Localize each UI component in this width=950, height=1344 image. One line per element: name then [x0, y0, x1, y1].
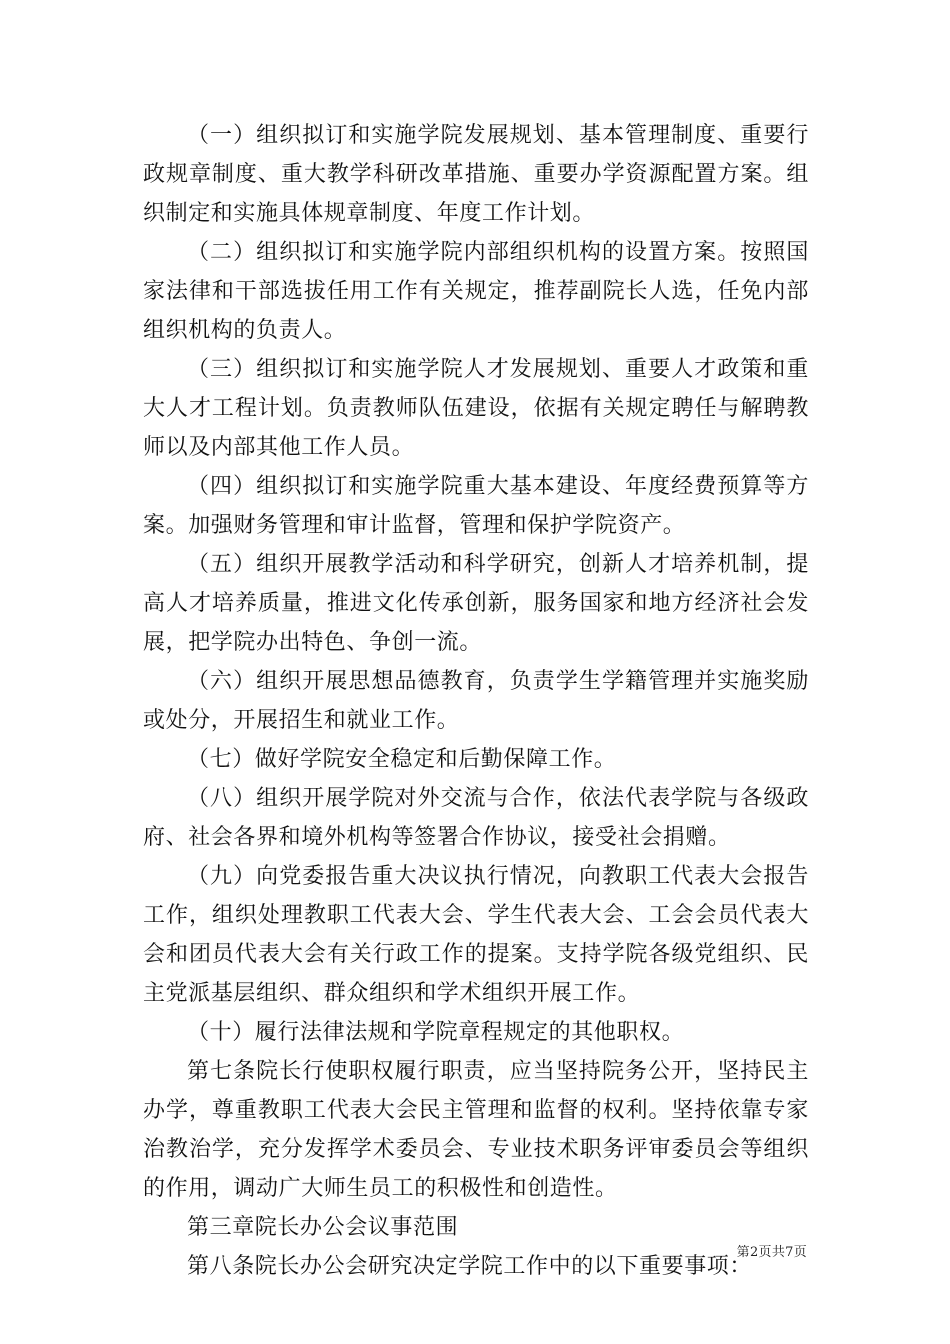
document-body [143, 116, 809, 1286]
paragraph-duty-8: （八）组织开展学院对外交流与合作，依法代表学院与各级政府、社会各界和境外机构等签署合作协议，接受社会捐赠。 [143, 786, 809, 850]
paragraph-duty-5: （五）组织开展教学活动和科学研究，创新人才培养机制，提高人才培养质量，推进文化传承创新，服务国家和地方经济社会发展，把学院办出特色、争创一流。 [143, 552, 809, 655]
paragraph-duty-7: （七）做好学院安全稳定和后勤保障工作。 [187, 747, 617, 772]
paragraph-duty-3: （三）组织拟订和实施学院人才发展规划、重要人才政策和重大人才工程计划。负责教师队伍建设，依据有关规定聘任与解聘教师以及内部其他工作人员。 [143, 357, 809, 460]
paragraph-article-8: 第八条院长办公会研究决定学院工作中的以下重要事项： [187, 1254, 753, 1279]
paragraph-duty-6: （六）组织开展思想品德教育，负责学生学籍管理并实施奖励或处分，开展招生和就业工作。 [143, 669, 809, 733]
paragraph-article-7: 第七条院长行使职权履行职责，应当坚持院务公开，坚持民主办学，尊重教职工代表大会民主管理和监督的权利。坚持依靠专家治教治学，充分发挥学术委员会、专业技术职务评审委员会等组织的作用，调动广大师生员工的积极性和创造性。 [143, 1059, 809, 1201]
paragraph-duty-1: （一）组织拟订和实施学院发展规划、基本管理制度、重要行政规章制度、重大教学科研改革措施、重要办学资源配置方案。组织制定和实施具体规章制度、年度工作计划。 [143, 123, 809, 226]
paragraph-duty-10: （十）履行法律法规和学院章程规定的其他职权。 [187, 1020, 685, 1045]
paragraph-duty-4: （四）组织拟订和实施学院重大基本建设、年度经费预算等方案。加强财务管理和审计监督，管理和保护学院资产。 [143, 474, 809, 538]
page-number-footer: 第2页共7页 [736, 1245, 807, 1260]
chapter-heading: 第三章院长办公会议事范围 [187, 1215, 459, 1240]
paragraph-duty-9: （九）向党委报告重大决议执行情况，向教职工代表大会报告工作，组织处理教职工代表大会、学生代表大会、工会会员代表大会和团员代表大会有关行政工作的提案。支持学院各级党组织、民主党派基层组织、群众组织和学术组织开展工作。 [143, 864, 809, 1006]
paragraph-duty-2: （二）组织拟订和实施学院内部组织机构的设置方案。按照国家法律和干部选拔任用工作有关规定，推荐副院长人选，任免内部组织机构的负责人。 [143, 240, 809, 343]
